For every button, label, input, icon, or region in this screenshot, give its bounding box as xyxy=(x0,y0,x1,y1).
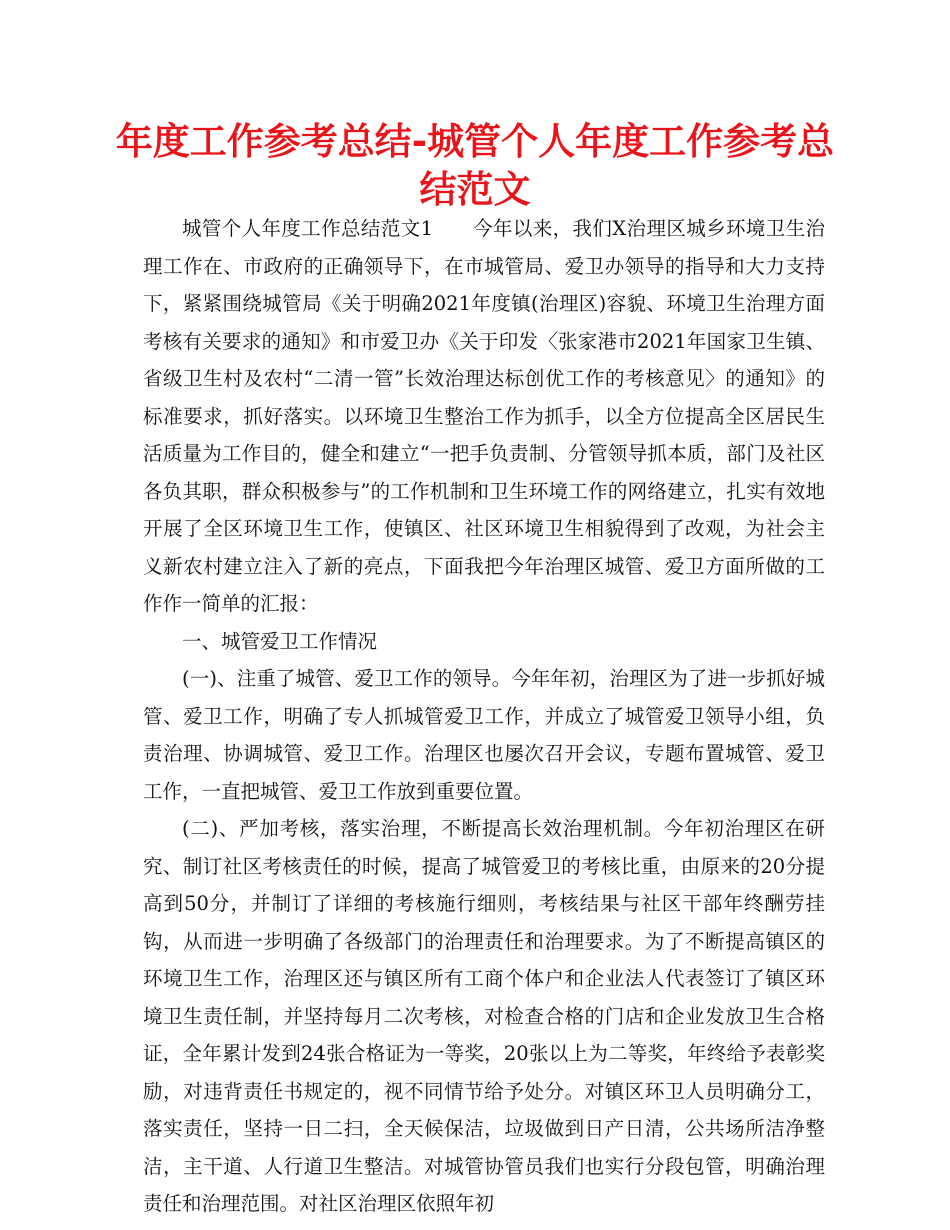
paragraph-leadership: (一)、注重了城管、爱卫工作的领导。今年年初，治理区为了进一步抓好城管、爱卫工作，明确了专人抓城管爱卫工作，并成立了城管爱卫领导小组，负责治理、协调城管、爱卫工作。治理区也屡次召开会议，专题布置城管、爱卫工作，一直把城管、爱卫工作放到重要位置。 xyxy=(143,667,825,803)
document-title: 年度工作参考总结-城管个人年度工作参考总结范文 xyxy=(115,120,835,211)
section-heading: 一、城管爱卫工作情况 xyxy=(182,629,378,653)
paragraph-assessment: (二)、严加考核，落实治理，不断提高长效治理机制。今年初治理区在研究、制订社区考核责任的时候，提高了城管爱卫的考核比重，由原来的20分提高到50分，并制订了详细的考核施行细则，考核结果与社区干部年终酬劳挂钩，从而进一步明确了各级部门的治理责任和治理要求。为了不断提高镇区的环境卫生工作，治理区还与镇区所有工商个体户和企业法人代表签订了镇区环境卫生责任制，并坚持每月二次考核，对检查合格的门店和企业发放卫生合格证，全年累计发到24张合格证为一等奖，20张以上为二等奖，年终给予表彰奖励，对违背责任书规定的，视不同情节给予处分。对镇区环卫人员明确分工，落实责任，坚持一日二扫，全天候保洁，垃圾做到日产日清，公共场所洁净整洁，主干道、人行道卫生整洁。对城管协管员我们也实行分段包管，明确治理责任和治理范围。对社区治理区依照年初 xyxy=(143,817,825,1215)
intro-paragraph: 城管个人年度工作总结范文1 今年以来，我们X治理区城乡环境卫生治理工作在、市政府的正确领导下，在市城管局、爱卫办领导的指导和大力支持下，紧紧围绕城管局《关于明确2021年度镇(治理区)容貌、环境卫生治理方面考核有关要求的通知》和市爱卫办《关于印发〈张家港市2021年国家卫生镇、省级卫生村及农村“二清一管”长效治理达标创优工作的考核意见〉的通知》的标准要求，抓好落实。以环境卫生整治工作为抓手，以全方位提高全区居民生活质量为工作目的，健全和建立“一把手负责制、分管领导抓本质，部门及社区各负其职，群众积极参与”的工作机制和卫生环境工作的网络建立，扎实有效地开展了全区环境卫生工作，使镇区、社区环境卫生相貌得到了改观，为社会主义新农村建立注入了新的亮点，下面我把今年治理区城管、爱卫方面所做的工作作一简单的汇报： xyxy=(143,217,825,615)
document-body xyxy=(143,210,825,1223)
